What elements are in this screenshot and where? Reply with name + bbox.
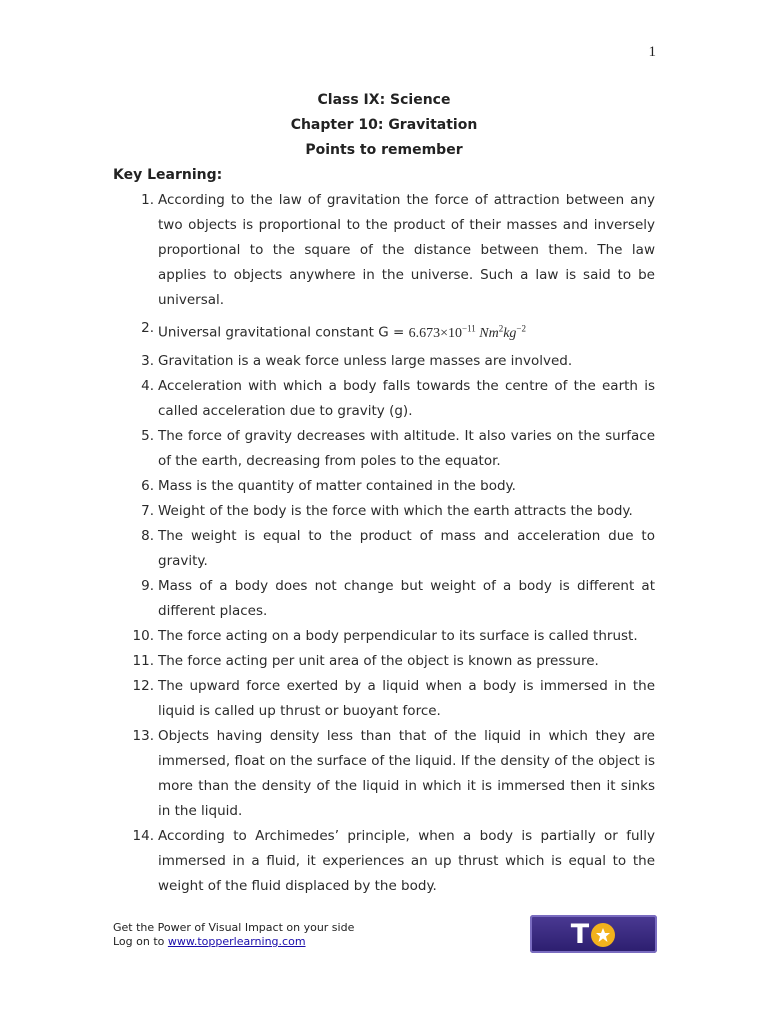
topper-logo	[530, 915, 657, 988]
item-number: 11.	[132, 652, 154, 669]
list-item	[113, 349, 655, 374]
list-item	[113, 624, 655, 649]
list-item	[113, 313, 655, 349]
points-title: Points to remember	[305, 142, 463, 158]
item-number: 12.	[132, 677, 154, 694]
list-item	[113, 499, 655, 524]
footer-tagline: Get the Power of Visual Impact on your side	[113, 921, 355, 934]
item-text: The force of gravity decreases with altitude. It also varies on the surface of the earth, decreasing from poles to the equator.	[158, 427, 655, 469]
item-number: 5.	[141, 427, 154, 444]
formula-exponent: −11	[462, 323, 476, 333]
page-number: 1	[648, 44, 656, 60]
item-text: Objects having density less than that of the liquid in which they are immersed, float on the surface of the liquid. If the density of the object is more than the density of the liquid in which it is immersed then it sinks in the liquid.	[158, 727, 655, 819]
formula-unit-nm: Nm	[479, 325, 499, 341]
logo-letters: PPER	[552, 957, 635, 988]
formula-coefficient: 6.673	[408, 325, 441, 341]
list-item	[113, 524, 655, 574]
item-number: 7.	[141, 502, 154, 519]
logo-star-icon	[591, 923, 615, 947]
item-text: Universal gravitational constant G =	[158, 324, 409, 341]
item-text: The force acting per unit area of the object is known as pressure.	[158, 652, 599, 669]
list-item	[113, 724, 655, 824]
footer-logon-prefix: Log on to	[113, 935, 168, 948]
formula-times: ×	[440, 325, 448, 341]
item-number: 14.	[132, 827, 154, 844]
formula-unit-kg-exponent: −2	[516, 323, 526, 333]
list-item	[113, 574, 655, 624]
item-number: 4.	[141, 377, 154, 394]
item-number: 13.	[132, 727, 154, 744]
item-number: 10.	[132, 627, 154, 644]
list-item	[113, 649, 655, 674]
item-text: Mass is the quantity of matter contained in the body.	[158, 477, 516, 494]
gravitational-constant-formula	[408, 323, 526, 341]
item-text: The weight is equal to the product of mass and acceleration due to gravity.	[158, 527, 655, 569]
item-text: Gravitation is a weak force unless large masses are involved.	[158, 352, 573, 369]
item-number: 1.	[141, 192, 154, 208]
list-item	[113, 474, 655, 499]
footer	[113, 921, 354, 949]
chapter-title: Chapter 10: Gravitation	[290, 117, 478, 133]
formula-unit-nm-exponent: 2	[498, 323, 504, 333]
section-heading: Key Learning:	[113, 167, 223, 183]
formula-unit-kg: kg	[503, 325, 517, 341]
item-text: According to Archimedes’ principle, when a body is partially or fully immersed in a fluid, it experiences an up thrust which is equal to the weight of the fluid displaced by the body.	[158, 827, 655, 894]
item-number: 9.	[141, 577, 154, 594]
list-item	[113, 188, 655, 313]
list-item	[113, 374, 655, 424]
item-text: The upward force exerted by a liquid when a body is immersed in the liquid is called up thrust or buoyant force.	[158, 677, 655, 719]
item-text: The force acting on a body perpendicular to its surface is called thrust.	[158, 627, 638, 644]
logo-letter-t: T	[570, 918, 591, 950]
item-text: According to the law of gravitation the force of attraction between any two objects is proportional to the product of their masses and inversely proportional to the square of the distance between them. The law applies to objects anywhere in the universe. Such a law is said to be universal.	[158, 192, 655, 308]
item-text: Mass of a body does not change but weight of a body is different at different places.	[158, 577, 655, 619]
item-number: 2.	[141, 320, 154, 336]
item-number: 8.	[141, 527, 154, 544]
formula-base: 10	[448, 325, 462, 341]
item-text: Weight of the body is the force with which the earth attracts the body.	[158, 502, 633, 519]
list-item	[113, 674, 655, 724]
item-number: 6.	[141, 477, 154, 494]
list-item	[113, 424, 655, 474]
item-number: 3.	[141, 352, 154, 369]
class-title: Class IX: Science	[317, 92, 451, 108]
key-learning-list	[113, 188, 655, 899]
website-link[interactable]: www.topperlearning.com	[167, 935, 306, 948]
document-header	[0, 88, 768, 163]
footer-logon	[113, 935, 354, 949]
item-text: Acceleration with which a body falls towards the centre of the earth is called acceleration due to gravity (g).	[158, 377, 655, 419]
list-item	[113, 824, 655, 899]
